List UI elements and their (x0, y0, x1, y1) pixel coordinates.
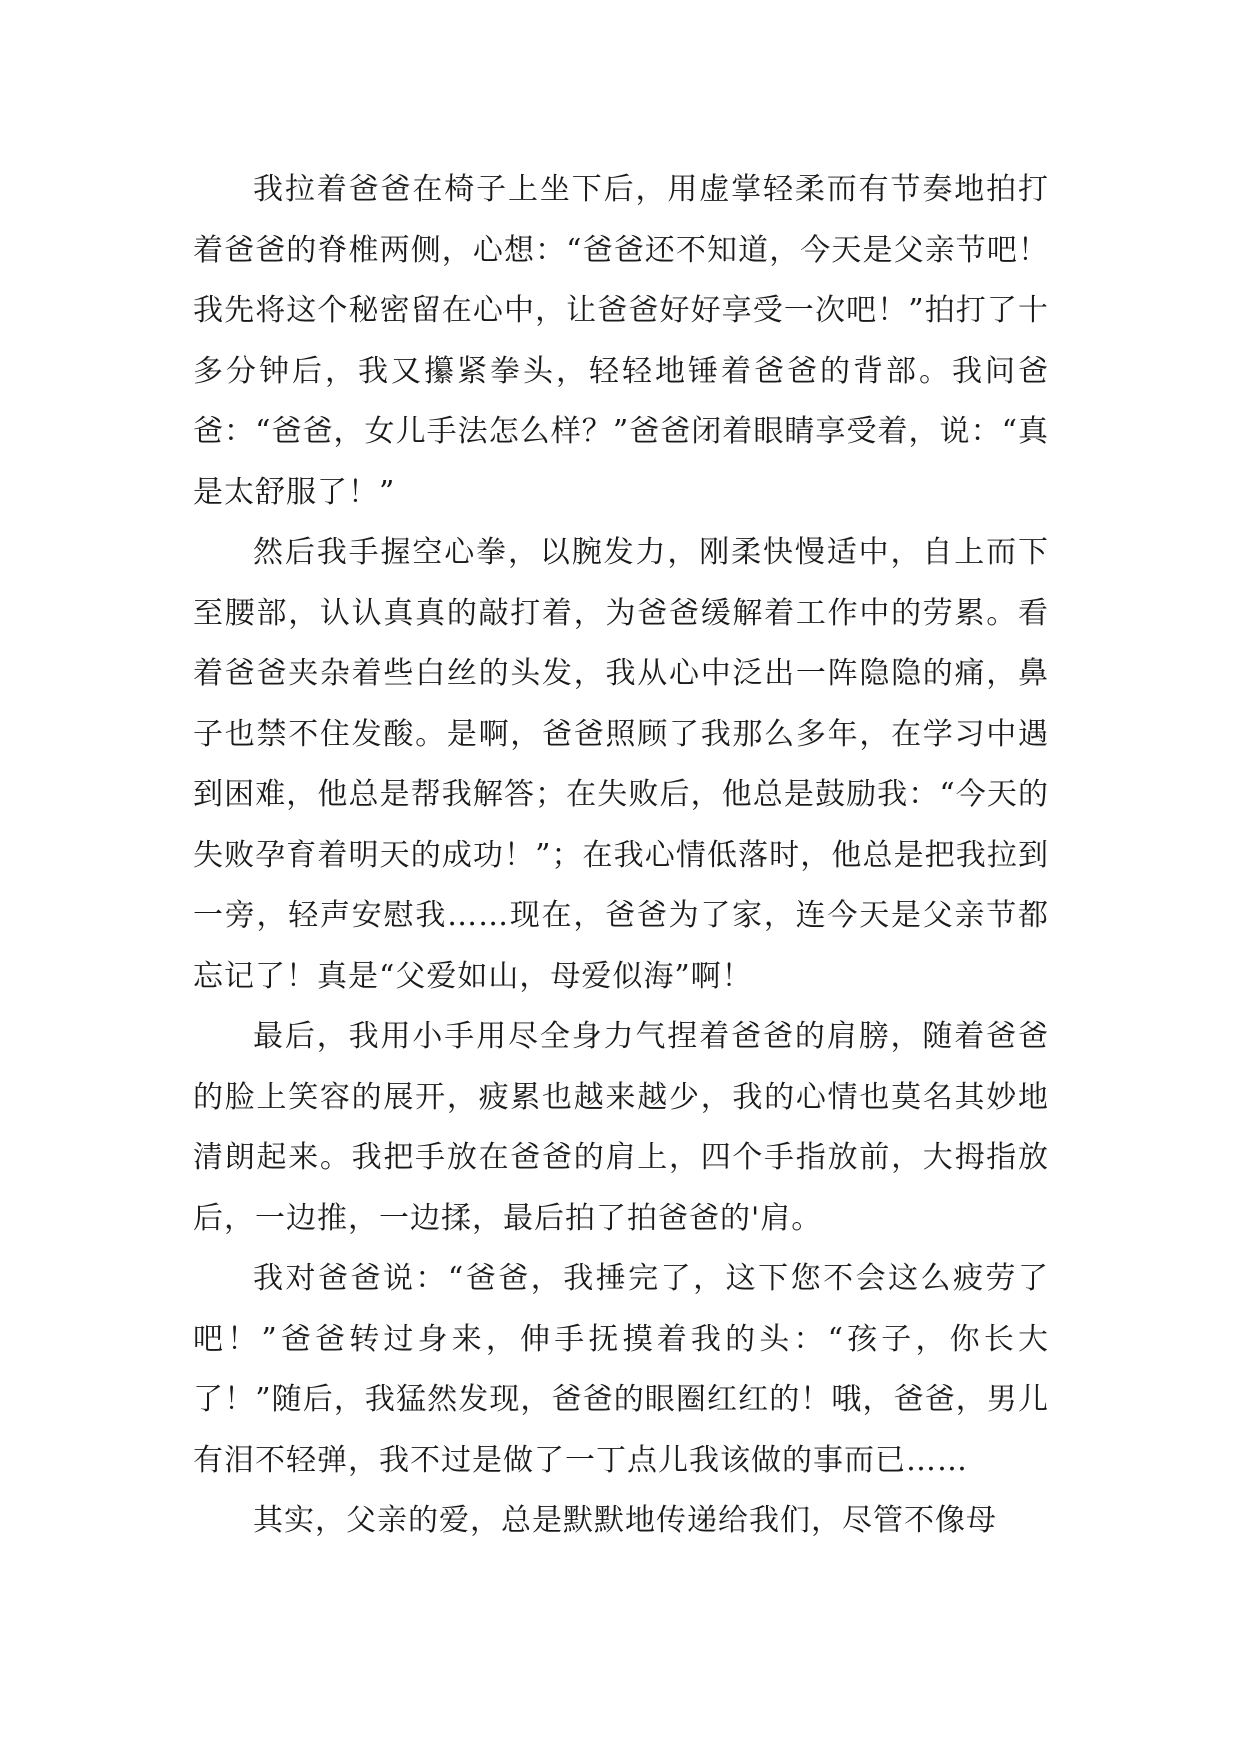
paragraph-shoulder-massage: 最后，我用小手用尽全身力气捏着爸爸的肩膀，随着爸爸的脸上笑容的展开，疲累也越来越少，我的心情也莫名其妙地清朗起来。我把手放在爸爸的肩上，四个手指放前，大拇指放后，一边推，一边揉，最后拍了拍爸爸的'肩。 (193, 1019, 1049, 1236)
paragraph-massage-back: 我拉着爸爸在椅子上坐下后，用虚掌轻柔而有节奏地拍打着爸爸的脊椎两侧，心想：“爸爸还不知道，今天是父亲节吧！我先将这个秘密留在心中，让爸爸好好享受一次吧！”拍打了十多分钟后，我又攥紧拳头，轻轻地锤着爸爸的背部。我问爸爸：“爸爸，女儿手法怎么样？”爸爸闭着眼睛享受着，说：“真是太舒服了！” (193, 172, 1049, 510)
paragraph-fathers-love: 其实，父亲的爱，总是默默地传递给我们，尽管不像母 (253, 1503, 997, 1538)
paragraph-tapping-waist: 然后我手握空心拳，以腕发力，刚柔快慢适中，自上而下至腰部，认认真真的敲打着，为爸爸缓解着工作中的劳累。看着爸爸夹杂着些白丝的头发，我从心中泛出一阵隐隐的痛，鼻子也禁不住发酸。是啊，爸爸照顾了我那么多年，在学习中遇到困难，他总是帮我解答；在失败后，他总是鼓励我：“今天的失败孕育着明天的成功！”；在我心情低落时，他总是把我拉到一旁，轻声安慰我……现在，爸爸为了家，连今天是父亲节都忘记了！真是“父爱如山，母爱似海”啊！ (193, 535, 1049, 994)
paragraph-father-response: 我对爸爸说：“爸爸，我捶完了，这下您不会这么疲劳了吧！”爸爸转过身来，伸手抚摸着我的头：“孩子，你长大了！”随后，我猛然发现，爸爸的眼圈红红的！哦，爸爸，男儿有泪不轻弹，我不过是做了一丁点儿我该做的事而已…… (193, 1261, 1049, 1478)
document-body (193, 160, 1049, 1552)
